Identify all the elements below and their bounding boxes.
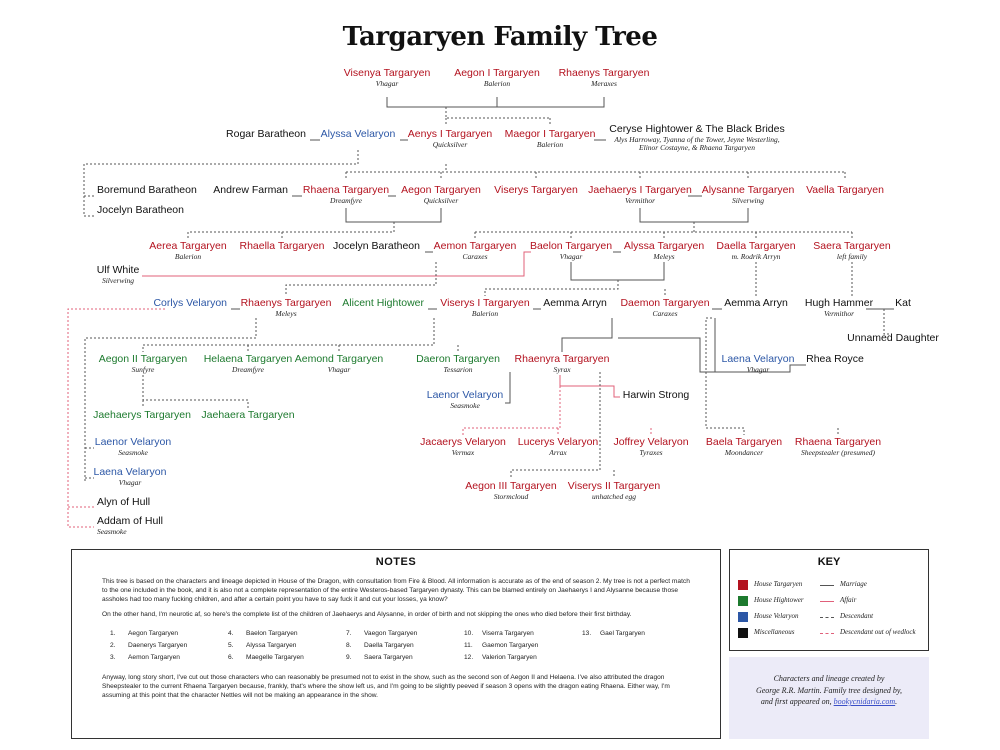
person-laenaV xyxy=(722,354,795,374)
person-name: Vaella Targaryen xyxy=(806,184,884,196)
child-list-item: 13. Gael Targaryen xyxy=(582,630,645,637)
person-dragon: Tyraxes xyxy=(639,447,663,457)
key-line-label: Affair xyxy=(840,596,857,604)
person-name: Viserys I Targaryen xyxy=(440,297,530,309)
person-addam xyxy=(97,516,163,536)
person-helaena xyxy=(204,354,293,374)
person-name: Jaehaerys I Targaryen xyxy=(588,184,692,196)
person-unnamed xyxy=(847,333,939,345)
person-name: Rhaella Targaryen xyxy=(239,240,325,252)
person-dragon: Alys Harroway, Tyanna of the Tower, Jeyne Westerling, xyxy=(614,134,780,144)
page-title: Targaryen Family Tree xyxy=(342,22,658,52)
person-name: Jaehaerys Targaryen xyxy=(93,409,191,421)
child-list-item: 12. Valerion Targaryen xyxy=(464,654,537,661)
person-name: Aegon Targaryen xyxy=(401,184,481,196)
person-dragon: Dreamfyre xyxy=(330,195,362,205)
person-name: Aerea Targaryen xyxy=(149,240,227,252)
person-laenorV xyxy=(427,390,503,410)
key-line-label: Marriage xyxy=(840,580,867,588)
connector-m xyxy=(571,262,664,280)
person-dragon: Vhagar xyxy=(746,364,770,374)
person-name: Baela Targaryen xyxy=(705,436,783,448)
person-name: Daeron Targaryen xyxy=(416,353,500,365)
child-list-item: 8. Daella Targaryen xyxy=(346,642,414,649)
connector-a xyxy=(560,375,620,397)
person-aemond xyxy=(295,354,384,374)
person-name: Ceryse Hightower & The Black Brides xyxy=(609,123,785,135)
person-dragon: Balerion xyxy=(471,308,499,318)
child-list-item: 4. Baelon Targaryen xyxy=(228,630,298,637)
person-name: Laenor Velaryon xyxy=(426,389,504,401)
person-name: Baelon Targaryen xyxy=(529,240,613,252)
person-aemma1 xyxy=(543,298,607,310)
person-rhaenys1 xyxy=(559,68,650,88)
person-name: Aegon III Targaryen xyxy=(465,480,557,492)
person-name: Aemon Targaryen xyxy=(433,240,517,252)
person-rhaena2 xyxy=(795,437,881,457)
person-viserys xyxy=(494,185,578,197)
person-dragon: Tessarion xyxy=(443,364,473,374)
person-dragon: Balerion xyxy=(174,251,202,261)
person-dragon: Seasmoke xyxy=(118,447,148,457)
person-name: Viserys II Targaryen xyxy=(567,480,661,492)
person-dragon: Seasmoke xyxy=(450,400,480,410)
key-line-label: Descendant out of wedlock xyxy=(840,628,916,636)
person-dragon: Balerion xyxy=(483,78,511,88)
person-name: Andrew Farman xyxy=(213,184,288,196)
person-name: Rhea Royce xyxy=(806,353,864,365)
connector-d xyxy=(143,375,248,408)
person-dragon: Syrax xyxy=(553,364,571,374)
person-ceryse xyxy=(609,124,784,152)
connector-m xyxy=(346,208,441,222)
person-name: Maegor I Targaryen xyxy=(504,128,596,140)
person-aegon2 xyxy=(99,354,188,374)
person-daemon xyxy=(620,298,709,318)
connector-d xyxy=(485,280,618,296)
person-dragon: Sunfyre xyxy=(131,364,155,374)
credit-line-3: and first appeared on, xyxy=(760,697,832,707)
person-jocelyn1 xyxy=(97,205,184,217)
person-dragon: Vermithor xyxy=(624,195,655,205)
person-rhaenys2 xyxy=(241,298,332,318)
person-andrew xyxy=(213,185,288,197)
person-baela xyxy=(706,437,782,457)
person-lucerys xyxy=(518,437,599,457)
person-dragon: Stormcloud xyxy=(493,491,529,501)
key-label: Miscellaneous xyxy=(754,628,795,636)
person-jocelyn2 xyxy=(333,241,420,253)
person-dragon: Moondancer xyxy=(724,447,764,457)
person-dragon: Vhagar xyxy=(327,364,351,374)
person-dragon: Elinor Costayne, & Rhaena Targaryen xyxy=(639,142,755,152)
connector-m xyxy=(387,97,604,107)
key-title: KEY xyxy=(817,556,841,568)
connector-d xyxy=(286,262,436,295)
person-aemon xyxy=(434,241,517,261)
person-name: Aemma Arryn xyxy=(724,297,788,309)
children-list xyxy=(110,630,710,670)
person-dragon: Silverwing xyxy=(101,275,135,285)
person-name: Saera Targaryen xyxy=(813,240,891,252)
person-dragon: unhatched egg xyxy=(592,491,636,501)
person-name: Laena Velaryon xyxy=(721,353,795,365)
person-dragon: Meleys xyxy=(275,308,297,318)
key-line-label: Descendant xyxy=(840,612,874,620)
person-laenaL xyxy=(94,467,167,487)
child-list-item: 11. Gaemon Targaryen xyxy=(464,642,539,649)
person-name: Kat xyxy=(895,297,911,309)
person-dragon: Caraxes xyxy=(652,308,678,318)
person-joffrey xyxy=(613,437,688,457)
person-aemma2 xyxy=(724,298,788,310)
connector-d xyxy=(446,107,550,118)
person-name: Lucerys Velaryon xyxy=(517,436,599,448)
person-jaehaerysT xyxy=(93,410,191,422)
person-maegor xyxy=(505,129,596,149)
connector-m xyxy=(505,372,510,403)
person-dragon: Silverwing xyxy=(731,195,765,205)
person-name: Laenor Velaryon xyxy=(94,436,172,448)
person-kat xyxy=(895,298,911,310)
person-name: Daemon Targaryen xyxy=(620,297,710,309)
person-name: Jaehaera Targaryen xyxy=(201,409,295,421)
person-aegon3 xyxy=(465,481,556,501)
key-line-sample xyxy=(820,601,834,602)
person-jacaerys xyxy=(420,437,506,457)
connector-d xyxy=(188,222,394,238)
credit-box xyxy=(729,657,929,739)
credit-link[interactable]: bookycnidaria.com xyxy=(833,697,896,707)
child-list-item: 2. Daenerys Targaryen xyxy=(110,642,188,649)
child-list-item: 9. Saera Targaryen xyxy=(346,654,413,661)
person-viserys2 xyxy=(568,481,660,501)
person-alicent xyxy=(342,298,424,310)
key-line-sample xyxy=(820,633,834,634)
person-dragon: Vhagar xyxy=(375,78,399,88)
person-dragon: Vermithor xyxy=(824,308,854,318)
person-jaehaerys xyxy=(588,185,692,205)
person-rhaena1 xyxy=(303,185,389,205)
person-name: Rogar Baratheon xyxy=(226,128,306,140)
person-name: Aenys I Targaryen xyxy=(407,128,493,140)
person-corlys xyxy=(153,298,227,310)
person-dragon: Dreamfyre xyxy=(232,364,264,374)
person-daeron xyxy=(416,354,500,374)
person-dragon: Arrax xyxy=(549,447,567,457)
connector-d xyxy=(884,309,892,334)
person-name: Jocelyn Baratheon xyxy=(333,240,420,252)
person-name: Harwin Strong xyxy=(622,389,690,401)
person-name: Jacaerys Velaryon xyxy=(420,436,506,448)
person-name: Viserys Targaryen xyxy=(494,184,578,196)
person-name: Helaena Targaryen xyxy=(203,353,293,365)
connector-d xyxy=(511,372,600,478)
credit-line-2: George R.R. Martin. Family tree designed by, xyxy=(755,685,903,695)
person-rogar xyxy=(226,129,306,141)
person-dragon: m. Rodrik Arryn xyxy=(731,251,781,261)
person-aegon1 xyxy=(454,68,540,88)
person-name: Alysanne Targaryen xyxy=(701,184,795,196)
person-name: Unnamed Daughter xyxy=(847,332,939,344)
key-panel xyxy=(729,549,929,651)
child-list-item: 5. Alyssa Targaryen xyxy=(228,642,297,649)
child-list-item: 3. Aemon Targaryen xyxy=(110,654,180,661)
notes-title: NOTES xyxy=(375,556,417,568)
person-dragon: left family xyxy=(836,251,868,261)
person-hugh xyxy=(805,298,873,318)
person-name: Laena Velaryon xyxy=(93,466,167,478)
person-baelon xyxy=(530,241,612,261)
key-swatch xyxy=(738,580,748,590)
child-list-item: 1. Aegon Targaryen xyxy=(110,630,179,637)
person-dragon: Caraxes xyxy=(462,251,488,261)
key-swatch xyxy=(738,612,748,622)
person-name: Corlys Velaryon xyxy=(153,297,227,309)
notes-paragraph-3: Anyway, long story short, I've cut out those characters who can reasonably be presumed not to exist in the show, such as the second son of Aegon II and Helaena. I've also attributed the dragon Sheepstealer to the current Rhaena Targaryen because, frankly, that's where the show left us, and I'm going to be slightly peeved if season 3 opens with the dragon eating Rhaena. Either way, I'm assuming at this point that the character Nettles will not be making an appearance in the show. xyxy=(102,674,670,699)
person-name: Visenya Targaryen xyxy=(343,67,431,79)
person-name: Addam of Hull xyxy=(97,515,163,527)
person-alyssaT xyxy=(624,241,704,261)
person-visenya xyxy=(344,68,431,88)
person-viserys1 xyxy=(440,298,530,318)
person-saera xyxy=(813,241,890,261)
person-aerea xyxy=(149,241,226,261)
person-rhaenyra xyxy=(515,354,610,374)
connector-m xyxy=(640,208,748,222)
credit-end: . xyxy=(895,697,898,707)
person-name: Jocelyn Baratheon xyxy=(97,204,184,216)
person-name: Rhaena Targaryen xyxy=(794,436,882,448)
person-name: Alyssa Targaryen xyxy=(623,240,705,252)
connector-d xyxy=(706,318,744,435)
person-alysanne xyxy=(702,185,795,205)
person-dragon: Quicksilver xyxy=(432,139,468,149)
key-line-sample xyxy=(820,585,834,586)
person-dragon: Vermax xyxy=(451,447,475,457)
person-dragon: Vhagar xyxy=(559,251,583,261)
person-rhea xyxy=(806,354,864,366)
person-dragon: Sheepstealer (presumed) xyxy=(800,447,876,457)
person-name: Daella Targaryen xyxy=(716,240,796,252)
person-dragon: Vhagar xyxy=(118,477,142,487)
key-label: House Hightower xyxy=(754,596,804,604)
key-swatch xyxy=(738,628,748,638)
notes-paragraph-2: On the other hand, I'm neurotic af, so here's the complete list of the children of Jaehaerys and Alysanne, in order of birth and not skipping the ones who died before their first birthday. xyxy=(102,610,632,618)
person-dragon: Meraxes xyxy=(591,78,617,88)
person-name: Alyn of Hull xyxy=(97,496,151,508)
person-dragon: Quicksilver xyxy=(423,195,459,205)
connector-m xyxy=(562,318,612,352)
person-name: Joffrey Velaryon xyxy=(613,436,689,448)
person-name: Alicent Hightower xyxy=(342,297,424,309)
child-list-item: 10. Viserra Targaryen xyxy=(464,630,534,637)
person-ulf xyxy=(97,265,140,285)
person-name: Rhaena Targaryen xyxy=(302,184,390,196)
person-dragon: Seasmoke xyxy=(97,526,127,536)
connector-d xyxy=(143,318,434,352)
notes-paragraph-1: This tree is based on the characters and lineage depicted in House of the Dragon, with consultation from Fire & Blood. All information is accurate as of the end of season 2. My tree is not a perfect match to the one included in the book, and it is also not a complete representation of the entire Westeros-based Targaryen dynasty. This can be blamed entirely on Jaehaerys I and Alysanne because those assholes had too many fucking children, and after a certain point you have to say fuck it and cut your losses, ya know? xyxy=(102,578,690,603)
person-name: Rhaenys Targaryen xyxy=(240,297,332,309)
person-rhaella xyxy=(239,241,324,253)
person-aegonQ xyxy=(401,185,481,205)
person-boremund xyxy=(97,185,197,197)
person-name: Hugh Hammer xyxy=(804,297,874,309)
key-swatch xyxy=(738,596,748,606)
person-jaehaera xyxy=(201,410,294,422)
key-label: House Targaryen xyxy=(754,580,803,588)
person-name: Rhaenyra Targaryen xyxy=(514,353,610,365)
person-vaella xyxy=(806,185,884,197)
person-name: Boremund Baratheon xyxy=(97,184,197,196)
person-dragon: Meleys xyxy=(653,251,675,261)
person-alyssaV xyxy=(321,129,396,141)
person-name: Ulf White xyxy=(96,264,140,276)
person-dragon: Balerion xyxy=(536,139,564,149)
child-list-item: 6. Maegelle Targaryen xyxy=(228,654,304,661)
person-name: Aemma Arryn xyxy=(543,297,607,309)
person-name: Aegon II Targaryen xyxy=(98,353,188,365)
credit-line-1: Characters and lineage created by xyxy=(773,674,885,683)
person-aenys xyxy=(408,129,492,149)
key-line-sample xyxy=(820,617,834,618)
person-laenorL xyxy=(95,437,171,457)
person-harwin xyxy=(623,390,690,402)
child-list-item: 7. Vaegon Targaryen xyxy=(346,630,418,637)
key-label: House Velaryon xyxy=(754,612,799,620)
notes-panel xyxy=(71,549,721,739)
person-daella xyxy=(716,241,795,261)
person-name: Aemond Targaryen xyxy=(294,353,384,365)
person-name: Alyssa Velaryon xyxy=(320,128,396,140)
person-name: Aegon I Targaryen xyxy=(454,67,540,79)
person-name: Rhaenys Targaryen xyxy=(558,67,650,79)
person-alyn xyxy=(97,497,150,509)
